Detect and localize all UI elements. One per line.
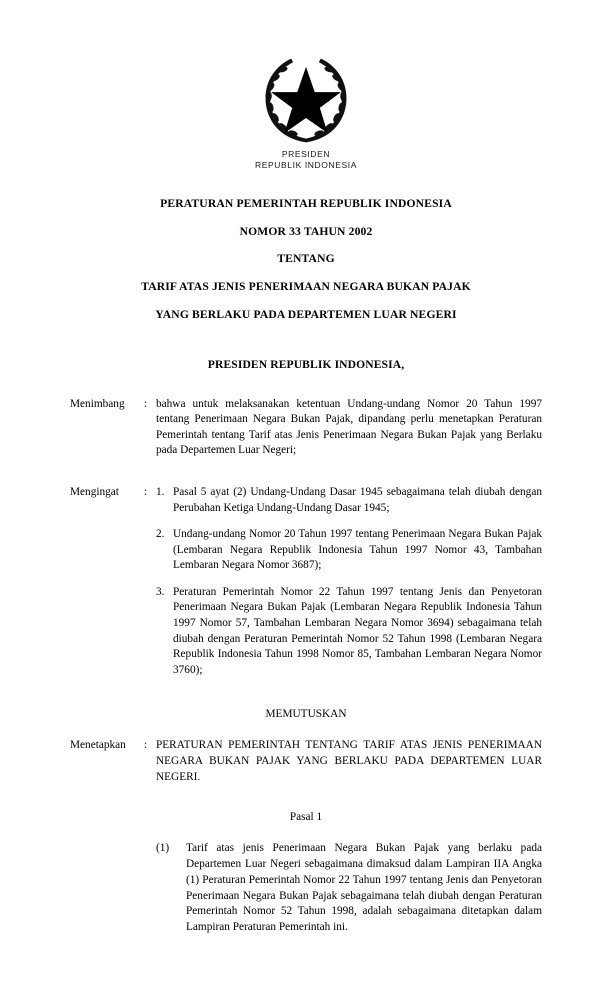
list-item bbox=[156, 585, 542, 678]
title-line-subject-1: TARIF ATAS JENIS PENERIMAAN NEGARA BUKAN PAJAK bbox=[141, 280, 471, 294]
menimbang-text: bahwa untuk melaksanakan ketentuan Undang-undang Nomor 20 Tahun 1997 tentang Penerimaan Negara Bukan Pajak, dipandang perlu menetapkan Peraturan Pemerintah tentang Tarif atas Jenis Penerimaan Negara Bukan Pajak yang Berlaku pada Departemen Luar Negeri; bbox=[156, 397, 542, 457]
document-title-block bbox=[70, 198, 542, 322]
emblem-block bbox=[70, 54, 542, 172]
list-item-text: Undang-undang Nomor 20 Tahun 1997 tentang Penerimaan Negara Bukan Pajak (Lembaran Negara Republik Indonesia Tahun 1997 Nomor 43, Tambahan Lembaran Negara Nomor 3687); bbox=[173, 528, 542, 572]
emblem-caption-line2: REPUBLIK INDONESIA bbox=[255, 160, 357, 171]
menetapkan-colon: : bbox=[144, 739, 148, 752]
menimbang-colon: : bbox=[144, 397, 148, 410]
title-line-about: TENTANG bbox=[277, 252, 335, 266]
pasal-heading: Pasal 1 bbox=[289, 811, 323, 824]
mengingat-label: Mengingat bbox=[70, 486, 119, 498]
list-item-text: Pasal 5 ayat (2) Undang-Undang Dasar 1945 sebagaimana telah diubah dengan Perubahan Ketiga Undang-Undang Dasar 1945; bbox=[173, 486, 542, 514]
title-line-regulation: PERATURAN PEMERINTAH REPUBLIK INDONESIA bbox=[160, 196, 452, 210]
list-item-number: 3. bbox=[156, 585, 165, 598]
list-item-text: Peraturan Pemerintah Nomor 22 Tahun 1997 tentang Jenis dan Penyetoran Penerimaan Negara Bukan Pajak (Lembaran Negara Republik Indonesia Tahun 1997 Nomor 57, Tambahan Lembaran Negara Nomor 3694) sebagaimana telah diubah dengan Peraturan Pemerintah Nomor 52 Tahun 1998 (Lembaran Negara Republik Indonesia Tahun 1998 Nomor 85, Tambahan Lembaran Negara Nomor 3760); bbox=[173, 585, 542, 676]
emblem-caption-line1: PRESIDEN bbox=[281, 149, 331, 159]
clause-menimbang bbox=[70, 397, 542, 459]
list-item bbox=[156, 485, 542, 516]
ayat-text: Tarif atas jenis Penerimaan Negara Bukan Pajak yang berlaku pada Departemen Luar Negeri sebagaimana dimaksud dalam Lampiran IIA Angka (1) Peraturan Pemerintah Nomor 22 Tahun 1997 tentang Jenis dan Penyetoran Penerimaan Negara Bukan Pajak sebagaimana telah diubah dengan Peraturan Pemerintah Nomor 52 Tahun 1998, adalah sebagaimana ditetapkan dalam Lampiran Peraturan Pemerintah ini. bbox=[186, 842, 542, 934]
list-item-number: 2. bbox=[156, 528, 165, 541]
title-line-subject-2: YANG BERLAKU PADA DEPARTEMEN LUAR NEGERI bbox=[155, 307, 457, 321]
title-line-number: NOMOR 33 TAHUN 2002 bbox=[239, 224, 373, 238]
ayat-number: (1) bbox=[156, 842, 170, 855]
memutuskan-heading: MEMUTUSKAN bbox=[265, 708, 347, 721]
mengingat-body bbox=[156, 485, 542, 678]
pasal-body bbox=[70, 841, 542, 936]
mengingat-colon: : bbox=[144, 486, 148, 498]
indonesia-presidential-seal-star-icon bbox=[260, 54, 352, 146]
menetapkan-body: PERATURAN PEMERINTAH TENTANG TARIF ATAS JENIS PENERIMAAN NEGARA BUKAN PAJAK YANG BERLAKU PADA DEPARTEMEN LUAR NEGERI. bbox=[156, 739, 542, 783]
president-heading: PRESIDEN REPUBLIK INDONESIA, bbox=[207, 357, 405, 371]
emblem-caption bbox=[255, 149, 357, 172]
mengingat-list bbox=[156, 485, 542, 678]
list-item bbox=[156, 527, 542, 574]
menetapkan-label: Menetapkan bbox=[70, 739, 126, 752]
clause-menetapkan bbox=[70, 738, 542, 785]
list-item-number: 1. bbox=[156, 486, 165, 498]
clause-mengingat bbox=[70, 485, 542, 678]
menimbang-label: Menimbang bbox=[70, 397, 125, 410]
menimbang-body bbox=[156, 397, 542, 459]
ayat-item bbox=[156, 841, 542, 936]
